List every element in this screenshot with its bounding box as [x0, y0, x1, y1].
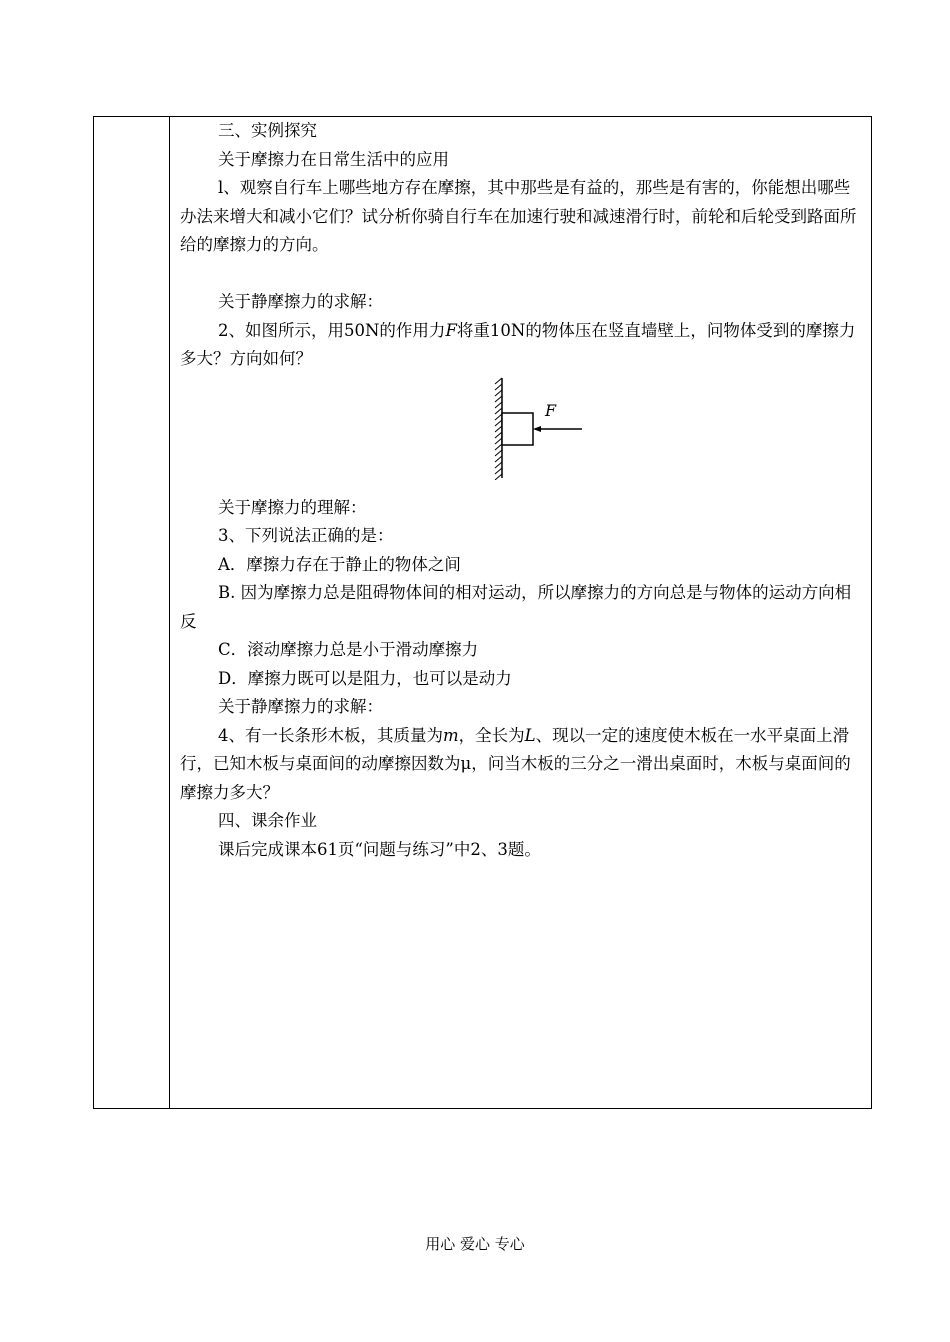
question-4: 4、有一长条形木板，其质量为m，全长为L、现以一定的速度使木板在一水平桌面上滑行，已知木板与桌面间的动摩擦因数为μ，问当木板的三分之一滑出桌面时，木板与桌面间的摩擦力多大？ [180, 725, 851, 802]
mass-variable: m [443, 725, 459, 745]
topic-static-friction-2: 关于静摩擦力的求解： [218, 697, 383, 716]
question-1: l、观察自行车上哪些地方存在摩擦，其中那些是有益的，那些是有害的，你能想出哪些办法来增大和减小它们？试分析你骑自行车在加速行驶和减速滑行时，前轮和后轮受到路面所给的摩擦力的方向。 [180, 178, 857, 254]
option-a: A．摩擦力存在于静止的物体之间 [218, 554, 461, 574]
content-cell [180, 117, 864, 864]
option-b: B. 因为摩擦力总是阻碍物体间的相对运动，所以摩擦力的方向总是与物体的运动方向相反 [180, 583, 852, 631]
page-footer: 用心 爱心 专心 [425, 1235, 525, 1253]
force-variable: F [445, 320, 457, 340]
wall-block-diagram [492, 376, 592, 480]
homework-text: 课后完成课本61页“问题与练习”中2、3题。 [218, 839, 541, 859]
topic-static-friction-1: 关于静摩擦力的求解： [218, 292, 383, 311]
section4-heading: 四、课余作业 [218, 811, 317, 830]
option-c: C．滚动摩擦力总是小于滑动摩擦力 [218, 640, 479, 659]
lesson-table [93, 116, 872, 1109]
section3-heading: 三、实例探究 [218, 121, 317, 140]
block-object [502, 413, 533, 445]
question-3: 3、下列说法正确的是： [218, 526, 394, 545]
option-d: D．摩擦力既可以是阻力，也可以是动力 [218, 668, 512, 688]
length-variable: L [524, 725, 536, 745]
wall-force-figure [180, 376, 864, 494]
topic-friction-application: 关于摩擦力在日常生活中的应用 [218, 149, 449, 169]
topic-friction-understanding: 关于摩擦力的理解： [218, 497, 367, 517]
left-column [94, 117, 170, 1108]
question-2: 2、如图所示，用50N的作用力F将重10N的物体压在竖直墙壁上，问物体受到的摩擦力多大？方向如何？ [180, 320, 856, 368]
blank-line [180, 260, 864, 289]
force-label: F [545, 400, 557, 420]
